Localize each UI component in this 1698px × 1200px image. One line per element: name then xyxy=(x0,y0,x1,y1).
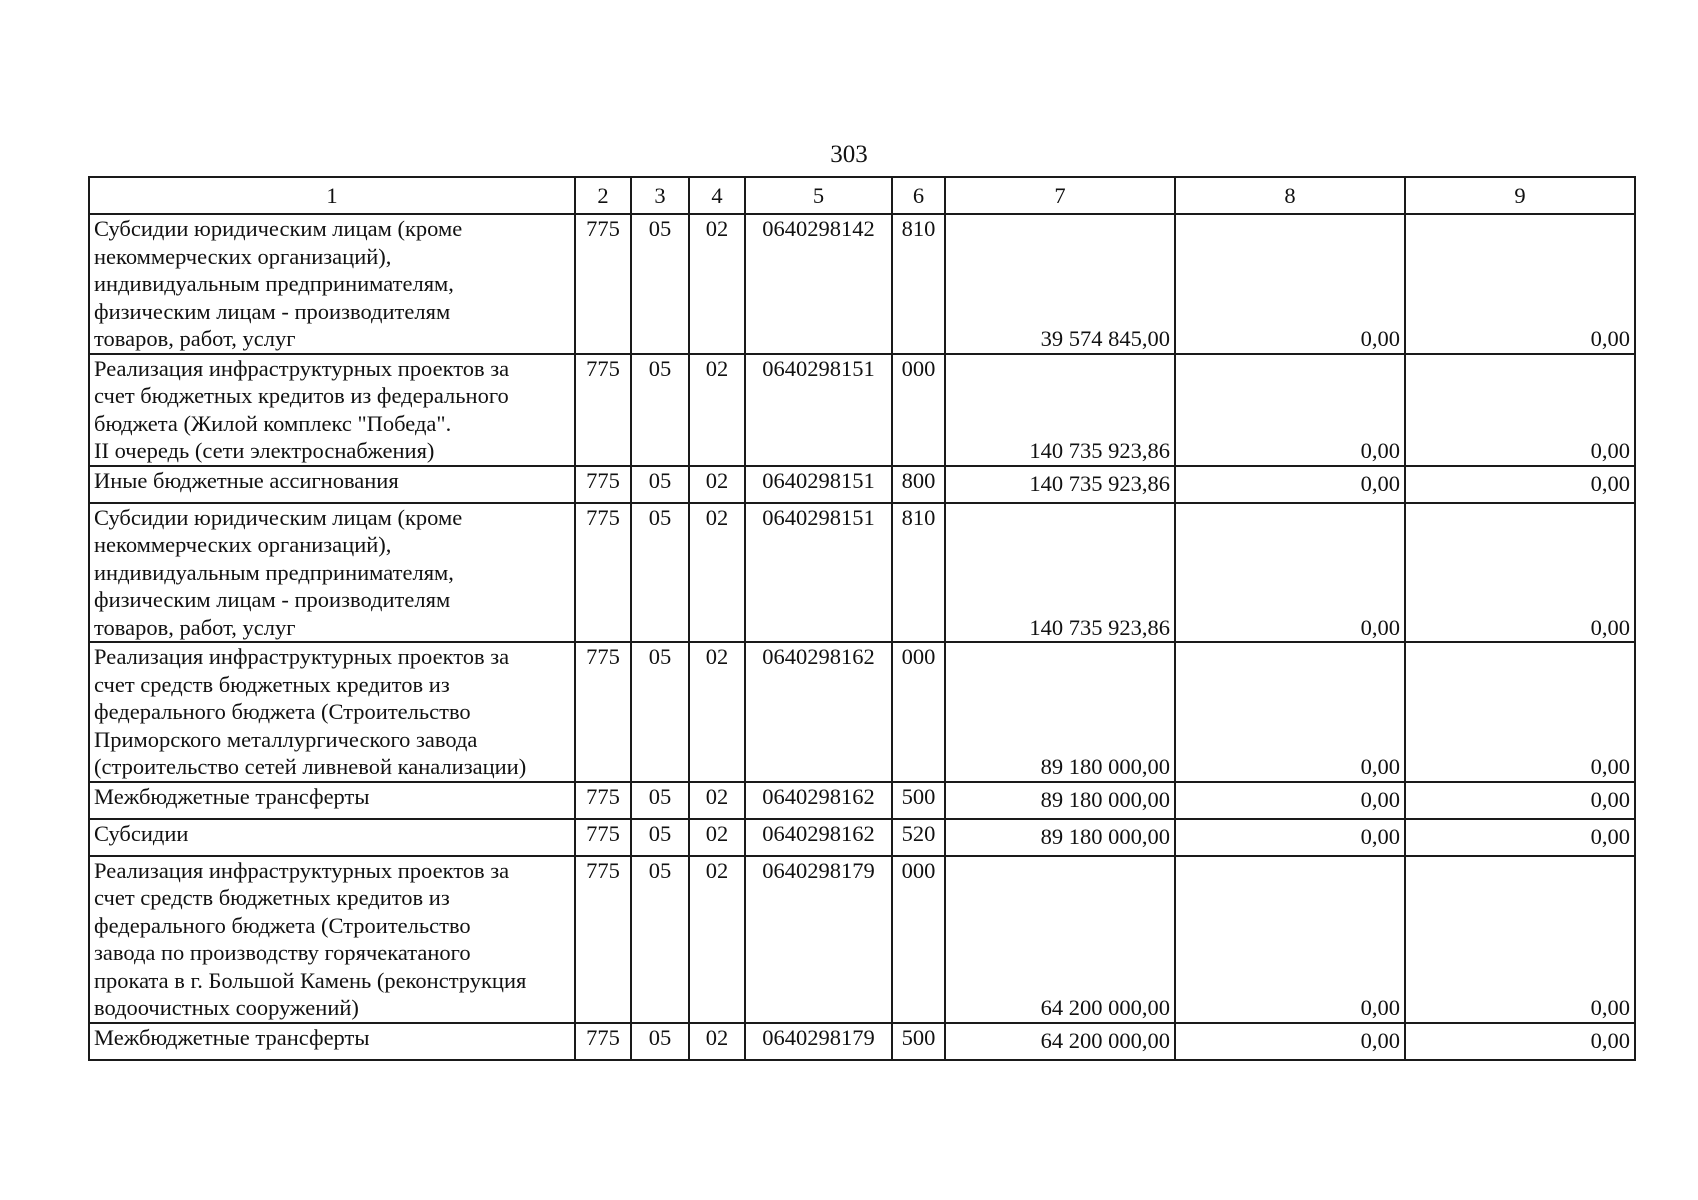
section-cell: 05 xyxy=(631,782,689,819)
target-article-cell: 0640298151 xyxy=(745,466,892,503)
amount-col-7-cell: 64 200 000,00 xyxy=(945,1023,1175,1060)
amount-col-7-cell: 89 180 000,00 xyxy=(945,782,1175,819)
subsection-cell: 02 xyxy=(689,466,745,503)
description-line: Межбюджетные трансферты xyxy=(94,783,370,809)
amount-col-8-cell: 0,00 xyxy=(1175,354,1405,466)
column-header-3: 3 xyxy=(631,177,689,214)
description-line: федерального бюджета (Строительство xyxy=(94,912,471,938)
description-line: Межбюджетные трансферты xyxy=(94,1024,370,1050)
section-cell: 05 xyxy=(631,856,689,1023)
target-article-cell: 0640298162 xyxy=(745,782,892,819)
expense-type-cell: 810 xyxy=(892,214,945,354)
amount-col-7-cell: 140 735 923,86 xyxy=(945,354,1175,466)
amount-col-9-cell: 0,00 xyxy=(1405,782,1635,819)
description-line: Субсидии xyxy=(94,820,189,846)
description-line: товаров, работ, услуг xyxy=(94,326,296,351)
description-cell xyxy=(89,856,575,1023)
expense-type-cell: 800 xyxy=(892,466,945,503)
admin-code-cell: 775 xyxy=(575,642,631,782)
table-row xyxy=(89,214,1635,354)
description-line: Субсидии юридическим лицам (кроме xyxy=(94,504,463,530)
expense-type-cell: 520 xyxy=(892,819,945,856)
table-row xyxy=(89,503,1635,643)
admin-code-cell: 775 xyxy=(575,503,631,643)
section-cell: 05 xyxy=(631,819,689,856)
table-row xyxy=(89,1023,1635,1060)
expense-type-cell: 000 xyxy=(892,642,945,782)
description-line: счет средств бюджетных кредитов из xyxy=(94,885,450,910)
description-cell xyxy=(89,503,575,643)
description-line: счет средств бюджетных кредитов из xyxy=(94,671,450,697)
description-line: II очередь (сети электроснабжения) xyxy=(94,438,435,463)
description-line: Субсидии юридическим лицам (кроме xyxy=(94,216,463,241)
amount-col-8-cell: 0,00 xyxy=(1175,819,1405,856)
description-cell xyxy=(89,214,575,354)
description-cell xyxy=(89,782,575,819)
amount-col-8-cell: 0,00 xyxy=(1175,642,1405,782)
admin-code-cell: 775 xyxy=(575,354,631,466)
table-row xyxy=(89,354,1635,466)
amount-col-9-cell: 0,00 xyxy=(1405,1023,1635,1060)
amount-col-9-cell: 0,00 xyxy=(1405,642,1635,782)
subsection-cell: 02 xyxy=(689,642,745,782)
amount-col-7-cell: 39 574 845,00 xyxy=(945,214,1175,354)
description-line: индивидуальным предпринимателям, xyxy=(94,271,454,296)
description-line: водоочистных сооружений) xyxy=(94,995,359,1020)
subsection-cell: 02 xyxy=(689,1023,745,1060)
description-cell xyxy=(89,1023,575,1060)
target-article-cell: 0640298151 xyxy=(745,354,892,466)
expense-type-cell: 810 xyxy=(892,503,945,643)
amount-col-7-cell: 140 735 923,86 xyxy=(945,466,1175,503)
budget-table xyxy=(88,176,1636,1061)
table-row xyxy=(89,642,1635,782)
amount-col-9-cell: 0,00 xyxy=(1405,466,1635,503)
description-line: счет бюджетных кредитов из федерального xyxy=(94,383,509,408)
amount-col-7-cell: 64 200 000,00 xyxy=(945,856,1175,1023)
admin-code-cell: 775 xyxy=(575,466,631,503)
target-article-cell: 0640298162 xyxy=(745,819,892,856)
expense-type-cell: 000 xyxy=(892,354,945,466)
target-article-cell: 0640298179 xyxy=(745,1023,892,1060)
section-cell: 05 xyxy=(631,503,689,643)
admin-code-cell: 775 xyxy=(575,856,631,1023)
amount-col-9-cell: 0,00 xyxy=(1405,819,1635,856)
column-header-6: 6 xyxy=(892,177,945,214)
description-line: товаров, работ, услуг xyxy=(94,614,296,640)
amount-col-8-cell: 0,00 xyxy=(1175,503,1405,643)
section-cell: 05 xyxy=(631,466,689,503)
description-line: Приморского металлургического завода xyxy=(94,726,478,752)
expense-type-cell: 500 xyxy=(892,782,945,819)
column-header-5: 5 xyxy=(745,177,892,214)
description-cell xyxy=(89,354,575,466)
description-line: Реализация инфраструктурных проектов за xyxy=(94,355,510,381)
table-row xyxy=(89,466,1635,503)
column-header-7: 7 xyxy=(945,177,1175,214)
column-header-4: 4 xyxy=(689,177,745,214)
column-header-2: 2 xyxy=(575,177,631,214)
admin-code-cell: 775 xyxy=(575,782,631,819)
amount-col-9-cell: 0,00 xyxy=(1405,503,1635,643)
amount-col-7-cell: 140 735 923,86 xyxy=(945,503,1175,643)
description-line: бюджета (Жилой комплекс "Победа". xyxy=(94,410,452,436)
description-cell xyxy=(89,466,575,503)
description-cell xyxy=(89,819,575,856)
amount-col-7-cell: 89 180 000,00 xyxy=(945,642,1175,782)
amount-col-8-cell: 0,00 xyxy=(1175,1023,1405,1060)
admin-code-cell: 775 xyxy=(575,1023,631,1060)
column-header-8: 8 xyxy=(1175,177,1405,214)
column-header-9: 9 xyxy=(1405,177,1635,214)
description-line: завода по производству горячекатаного xyxy=(94,940,471,965)
amount-col-7-cell: 89 180 000,00 xyxy=(945,819,1175,856)
target-article-cell: 0640298142 xyxy=(745,214,892,354)
amount-col-9-cell: 0,00 xyxy=(1405,214,1635,354)
section-cell: 05 xyxy=(631,354,689,466)
amount-col-8-cell: 0,00 xyxy=(1175,214,1405,354)
description-line: индивидуальным предпринимателям, xyxy=(94,559,454,585)
expense-type-cell: 000 xyxy=(892,856,945,1023)
subsection-cell: 02 xyxy=(689,503,745,643)
column-header-1: 1 xyxy=(89,177,575,214)
amount-col-8-cell: 0,00 xyxy=(1175,782,1405,819)
target-article-cell: 0640298179 xyxy=(745,856,892,1023)
table-row xyxy=(89,819,1635,856)
amount-col-9-cell: 0,00 xyxy=(1405,354,1635,466)
subsection-cell: 02 xyxy=(689,782,745,819)
table-row xyxy=(89,782,1635,819)
description-line: некоммерческих организаций), xyxy=(94,243,392,269)
subsection-cell: 02 xyxy=(689,819,745,856)
admin-code-cell: 775 xyxy=(575,819,631,856)
header-row xyxy=(89,177,1635,214)
description-line: федерального бюджета (Строительство xyxy=(94,699,471,724)
description-line: (строительство сетей ливневой канализации) xyxy=(94,754,527,779)
description-line: некоммерческих организаций), xyxy=(94,532,392,557)
description-line: Иные бюджетные ассигнования xyxy=(94,467,399,493)
amount-col-8-cell: 0,00 xyxy=(1175,466,1405,503)
table-row xyxy=(89,856,1635,1023)
section-cell: 05 xyxy=(631,214,689,354)
amount-col-8-cell: 0,00 xyxy=(1175,856,1405,1023)
description-line: Реализация инфраструктурных проектов за xyxy=(94,644,510,669)
admin-code-cell: 775 xyxy=(575,214,631,354)
subsection-cell: 02 xyxy=(689,354,745,466)
page-number: 303 xyxy=(830,141,868,168)
subsection-cell: 02 xyxy=(689,856,745,1023)
amount-col-9-cell: 0,00 xyxy=(1405,856,1635,1023)
target-article-cell: 0640298151 xyxy=(745,503,892,643)
description-cell xyxy=(89,642,575,782)
target-article-cell: 0640298162 xyxy=(745,642,892,782)
description-line: физическим лицам - производителям xyxy=(94,587,451,612)
description-line: Реализация инфраструктурных проектов за xyxy=(94,857,510,883)
description-line: проката в г. Большой Камень (реконструкция xyxy=(94,967,527,993)
expense-type-cell: 500 xyxy=(892,1023,945,1060)
description-line: физическим лицам - производителям xyxy=(94,298,451,324)
section-cell: 05 xyxy=(631,1023,689,1060)
section-cell: 05 xyxy=(631,642,689,782)
subsection-cell: 02 xyxy=(689,214,745,354)
